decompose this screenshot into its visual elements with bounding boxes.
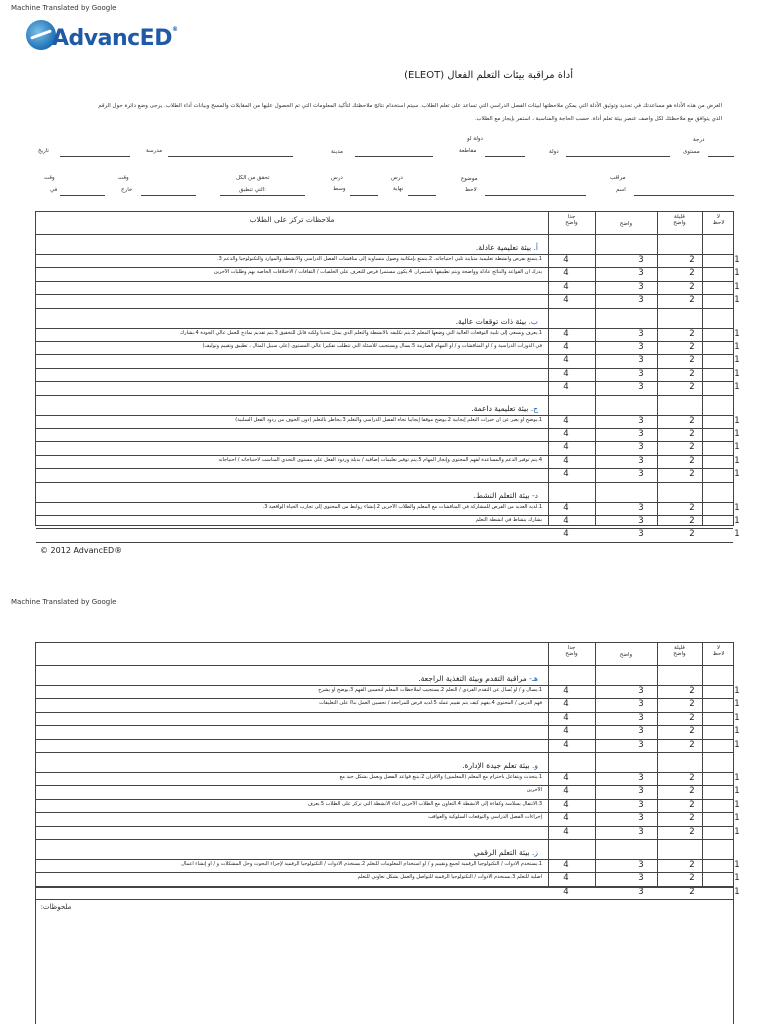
rating-4[interactable]: 4 xyxy=(563,886,569,897)
section-title-text: بيئة التعلم النشط. xyxy=(473,490,530,500)
row-descriptor: إجراءات الفصل الدراسي والتوقعات السلوكية والعواقب xyxy=(428,814,542,821)
rating-1[interactable]: 1 xyxy=(734,773,740,783)
rating-1[interactable]: 1 xyxy=(734,860,740,870)
rating-4[interactable]: 4 xyxy=(563,699,569,710)
rating-1[interactable]: 1 xyxy=(734,355,740,366)
section-title xyxy=(462,761,538,770)
rating-3[interactable]: 3 xyxy=(638,686,644,696)
rating-4[interactable]: 4 xyxy=(563,739,569,750)
check-all-label: تحقق من الكل xyxy=(236,175,270,181)
rating-2[interactable]: 2 xyxy=(689,328,695,339)
table-row xyxy=(36,739,740,753)
rating-3[interactable]: 3 xyxy=(638,368,644,379)
rating-1[interactable]: 1 xyxy=(734,342,740,352)
rating-4[interactable]: 4 xyxy=(563,686,569,696)
rating-1[interactable]: 1 xyxy=(734,886,740,897)
subject-field[interactable] xyxy=(485,195,586,196)
table-row xyxy=(36,281,740,295)
rating-1[interactable]: 1 xyxy=(734,786,740,797)
rating-2[interactable]: 2 xyxy=(689,860,695,870)
rating-3[interactable]: 3 xyxy=(638,826,644,837)
rating-3[interactable]: 3 xyxy=(638,255,644,265)
col-header-evident: واضح xyxy=(619,221,633,227)
rating-2[interactable]: 2 xyxy=(689,726,695,737)
row-descriptor: يدرك أن القواعد والنتائج عادلة وواضحة ويتم تطبيقها باستمرار. 4.يكون مستمراً فرص للتعرف على الخلفيات / الثقافات / الاختلافات الخاصة بهم وطلبات الآخرين xyxy=(213,269,542,276)
col-header-not-observed: لا لاحظ xyxy=(712,214,725,226)
rating-3[interactable]: 3 xyxy=(638,726,644,737)
rating-3[interactable]: 3 xyxy=(638,382,644,393)
table-row xyxy=(36,455,740,469)
table-row xyxy=(36,254,740,268)
rating-4[interactable]: 4 xyxy=(563,415,569,426)
rating-4[interactable]: 4 xyxy=(563,328,569,339)
rating-3[interactable]: 3 xyxy=(638,712,644,723)
row-descriptor: 1.يتحدث ويتفاعل باحترام مع المعلم (المعلمين) والأقران 2.يتبع قواعد الفصل ويعمل بشكل جيد مع xyxy=(339,774,542,780)
table-row xyxy=(36,772,740,786)
section-title xyxy=(418,674,538,683)
date-label: تاريخ xyxy=(38,148,49,154)
rating-2[interactable]: 2 xyxy=(689,739,695,750)
table-header-title: ملاحظات تركز على الطلاب xyxy=(249,215,335,224)
rating-1[interactable]: 1 xyxy=(734,699,740,710)
rating-4[interactable]: 4 xyxy=(563,813,569,824)
table-row xyxy=(36,785,740,799)
rating-4[interactable]: 4 xyxy=(563,873,569,884)
subject-label: موضوع xyxy=(461,176,478,182)
col-header-not-observed: لا لاحظ xyxy=(712,645,725,657)
rating-2[interactable]: 2 xyxy=(689,255,695,265)
middle-label: وسط xyxy=(333,186,346,192)
rating-3[interactable]: 3 xyxy=(638,799,644,810)
table-row xyxy=(36,826,740,840)
rating-3[interactable]: 3 xyxy=(638,328,644,339)
col-header-evident: واضح xyxy=(619,652,633,658)
time-out-field[interactable] xyxy=(141,195,196,196)
intro-paragraph xyxy=(36,100,722,126)
rating-2[interactable]: 2 xyxy=(689,295,695,306)
rating-4[interactable]: 4 xyxy=(563,429,569,439)
section-letter: ب. xyxy=(526,316,538,326)
rating-4[interactable]: 4 xyxy=(563,455,569,466)
section-letter: د- xyxy=(529,490,538,500)
applicable-field[interactable] xyxy=(220,195,305,196)
rating-2[interactable]: 2 xyxy=(689,455,695,466)
table-header-page2 xyxy=(36,643,733,666)
name-label: اسم xyxy=(616,187,626,193)
rating-1[interactable]: 1 xyxy=(734,799,740,810)
col-header-very-evident: جدا واضح xyxy=(565,214,578,226)
rating-2[interactable]: 2 xyxy=(689,773,695,783)
section-letter: ز. xyxy=(529,848,538,857)
advanced-logo xyxy=(26,20,176,64)
row-descriptor: 1.يسأل و / أو يُسأل عن التقدم الفردي / التعلم 2.يستجيب لملاحظات المعلم لتحسين الفهم 3.يوضح أو يشرح xyxy=(318,687,542,693)
table-row xyxy=(36,528,740,542)
rating-4[interactable]: 4 xyxy=(563,281,569,292)
table-row xyxy=(36,354,740,368)
row-descriptor: 1.يعرف ويسعى إلى تلبية التوقعات العالية التي وضعها المعلم 2.يتم تكليفه بالأنشطة والتعلم الذي يمثل تحدياً ولكنه قابل للتحقيق 3.يتم تقديم نماذج للعمل عالي الجودة 4.يشارك xyxy=(180,329,542,336)
table-row xyxy=(36,341,740,355)
table-row xyxy=(36,515,740,529)
rating-1[interactable]: 1 xyxy=(734,712,740,723)
lesson-middle-top-label: درس xyxy=(331,175,343,181)
table-row xyxy=(36,685,740,699)
rating-2[interactable]: 2 xyxy=(689,786,695,797)
rating-1[interactable]: 1 xyxy=(734,281,740,292)
rating-3[interactable]: 3 xyxy=(638,455,644,466)
rating-3[interactable]: 3 xyxy=(638,268,644,279)
observation-table-page1 xyxy=(35,211,740,540)
section-letter: و. xyxy=(529,761,538,770)
rating-1[interactable]: 1 xyxy=(734,739,740,750)
date-field[interactable] xyxy=(60,156,130,157)
rating-4[interactable]: 4 xyxy=(563,786,569,797)
table-row xyxy=(36,328,740,342)
rating-4[interactable]: 4 xyxy=(563,860,569,870)
rating-2[interactable]: 2 xyxy=(689,382,695,393)
rating-1[interactable]: 1 xyxy=(734,686,740,696)
rating-2[interactable]: 2 xyxy=(689,799,695,810)
rating-1[interactable]: 1 xyxy=(734,255,740,265)
table-row xyxy=(36,698,740,712)
notes-label: ملحوظات: xyxy=(40,903,72,911)
applicable-label: التي تنطبق: xyxy=(239,187,267,193)
table-row xyxy=(36,799,740,813)
section-title xyxy=(474,491,538,500)
table-row xyxy=(36,368,740,382)
table-row xyxy=(36,267,740,281)
row-descriptor: فهم الدرس / المحتوى 4.يفهم كيف يتم تقييم عمله 5.لديه فرص للمراجعة / تحسين العمل بناءً على التعليقات xyxy=(319,700,542,707)
rating-3[interactable]: 3 xyxy=(638,281,644,292)
rating-3[interactable]: 3 xyxy=(638,786,644,797)
rating-4[interactable]: 4 xyxy=(563,516,569,526)
rating-4[interactable]: 4 xyxy=(563,442,569,453)
intro-line: الذي يتوافق مع ملاحظتك لكل واصف عنصر بيئة تعلم أداة. حسب الحاجة والمناسبة ، استمر بإيجاز مع الطلاب. xyxy=(474,116,722,122)
section-letter: أ. xyxy=(531,243,538,252)
section-header xyxy=(36,665,733,686)
col-header-somewhat-evident: قليلة واضح xyxy=(673,214,686,226)
rating-3[interactable]: 3 xyxy=(638,295,644,306)
rating-4[interactable]: 4 xyxy=(563,529,569,540)
rating-4[interactable]: 4 xyxy=(563,295,569,306)
rating-1[interactable]: 1 xyxy=(734,415,740,426)
rating-3[interactable]: 3 xyxy=(638,469,644,480)
row-descriptor: 1.يستخدم الأدوات / التكنولوجيا الرقمية لجمع وتقييم و / أو استخدام المعلومات للتعلم 2.يستخدم الأدوات / التكنولوجيا الرقمية لإجراء البحوث وحل المشكلات و / أو إنشاء أعمال xyxy=(181,861,542,867)
rating-2[interactable]: 2 xyxy=(689,529,695,540)
rating-2[interactable]: 2 xyxy=(689,429,695,439)
section-title-text: بيئة تعلم جيدة الإدارة. xyxy=(462,761,530,770)
rating-2[interactable]: 2 xyxy=(689,415,695,426)
copyright: © 2012 AdvancED® xyxy=(40,546,123,555)
table-row xyxy=(36,415,740,429)
rating-2[interactable]: 2 xyxy=(689,826,695,837)
section-letter: ج. xyxy=(528,403,538,413)
city-field[interactable] xyxy=(355,156,433,157)
rating-1[interactable]: 1 xyxy=(734,516,740,526)
table-row xyxy=(36,428,740,442)
rating-3[interactable]: 3 xyxy=(638,529,644,540)
section-title-text: بيئة تعليمية عادلة. xyxy=(475,243,532,252)
rating-1[interactable]: 1 xyxy=(734,455,740,466)
rating-2[interactable]: 2 xyxy=(689,281,695,292)
rating-4[interactable]: 4 xyxy=(563,799,569,810)
table-row xyxy=(36,294,740,308)
observer-label: مراقب xyxy=(610,175,626,181)
governorate-label: مقاطعة xyxy=(459,148,477,154)
row-descriptor: 3.الانتقال بسلاسة وكفاءة إلى الأنشطة 4.التعاون مع الطلاب الآخرين أثناء الأنشطة التي تركز على الطلاب 5.يعرف xyxy=(307,800,542,807)
rating-3[interactable]: 3 xyxy=(638,813,644,824)
table-row xyxy=(36,872,740,886)
rating-1[interactable]: 1 xyxy=(734,529,740,540)
middle-checkbox[interactable] xyxy=(350,195,378,196)
rating-4[interactable]: 4 xyxy=(563,469,569,480)
time-out-top-label: وقت xyxy=(118,175,129,181)
col-header-very-evident: جدا واضح xyxy=(565,645,578,657)
rating-4[interactable]: 4 xyxy=(563,368,569,379)
rating-2[interactable]: 2 xyxy=(689,368,695,379)
rating-2[interactable]: 2 xyxy=(689,355,695,366)
rating-4[interactable]: 4 xyxy=(563,342,569,352)
end-checkbox[interactable] xyxy=(408,195,436,196)
time-in-label: في xyxy=(50,187,58,193)
col-header-somewhat-evident: قليلة واضح xyxy=(673,645,686,657)
rating-1[interactable]: 1 xyxy=(734,268,740,279)
rating-1[interactable]: 1 xyxy=(734,429,740,439)
section-letter: هـ- xyxy=(526,674,538,683)
time-in-field[interactable] xyxy=(60,195,105,196)
section-title-text: مراقبة التقدم وبيئة التغذية الراجعة. xyxy=(418,674,527,683)
section-title-text: بيئة ذات توقعات عالية. xyxy=(455,316,527,326)
rating-3[interactable]: 3 xyxy=(638,442,644,453)
name-field[interactable] xyxy=(634,195,734,196)
rating-1[interactable]: 1 xyxy=(734,813,740,824)
section-title-text: بيئة التعلم الرقمي xyxy=(473,848,530,857)
rating-1[interactable]: 1 xyxy=(734,295,740,306)
city-label: مدينة xyxy=(331,149,343,155)
section-header xyxy=(36,482,733,503)
rating-1[interactable]: 1 xyxy=(734,826,740,837)
governorate-field[interactable] xyxy=(485,156,525,157)
rating-3[interactable]: 3 xyxy=(638,860,644,870)
row-descriptor: في الدورات الدراسية و / أو المناقشات و / أو المهام الصارمة 5.يسأل ويستجيب للأسئلة التي تتطلب تفكيراً عالي المستوى (على سبيل المثال ، تطبيق وتقييم وتوليف) xyxy=(202,343,542,349)
rating-3[interactable]: 3 xyxy=(638,355,644,366)
table-row xyxy=(36,381,740,395)
section-header xyxy=(36,234,733,255)
grade-label: درجة xyxy=(693,137,705,143)
rating-3[interactable]: 3 xyxy=(638,415,644,426)
rating-2[interactable]: 2 xyxy=(689,873,695,884)
rating-2[interactable]: 2 xyxy=(689,516,695,526)
rating-2[interactable]: 2 xyxy=(689,268,695,279)
section-title xyxy=(474,848,538,857)
table-header xyxy=(36,212,733,235)
row-descriptor: 1.يتمتع بفرص وأنشطة تعليمية متباينة تلبي احتياجاته. 2.يتمتع بإمكانية وصول متساوية إلى مناقشات الفصل الدراسي والأنشطة والموارد والتكنولوجيا والدعم 3. xyxy=(217,256,542,262)
observation-table-page2 xyxy=(35,642,740,1024)
table-row xyxy=(36,725,740,739)
level-field[interactable] xyxy=(708,156,734,157)
rating-4[interactable]: 4 xyxy=(563,773,569,783)
section-title xyxy=(476,243,538,252)
rating-4[interactable]: 4 xyxy=(563,502,569,513)
row-descriptor: أصلية للتعلم 3.يستخدم الأدوات / التكنولوجيا الرقمية للتواصل والعمل بشكل تعاوني للتعلم xyxy=(357,874,542,881)
school-label: مدرسة xyxy=(146,148,163,154)
rating-4[interactable]: 4 xyxy=(563,712,569,723)
country-field[interactable] xyxy=(566,156,670,157)
section-header xyxy=(36,308,733,329)
school-field[interactable] xyxy=(168,156,293,157)
level-label: مستوى xyxy=(683,149,700,155)
rating-2[interactable]: 2 xyxy=(689,699,695,710)
table-row xyxy=(36,812,740,826)
row-descriptor: الآخرين xyxy=(526,787,542,794)
section-title xyxy=(471,404,538,413)
time-out-label: خارج xyxy=(121,187,133,193)
rating-1[interactable]: 1 xyxy=(734,368,740,379)
rating-4[interactable]: 4 xyxy=(563,268,569,279)
rating-3[interactable]: 3 xyxy=(638,429,644,439)
table-row xyxy=(36,468,740,482)
notes-obs-label: لاحظ xyxy=(465,187,477,193)
rating-1[interactable]: 1 xyxy=(734,502,740,513)
section-title-text: بيئة تعليمية داعمة. xyxy=(471,403,529,413)
rating-3[interactable]: 3 xyxy=(638,739,644,750)
rating-2[interactable]: 2 xyxy=(689,686,695,696)
end-label: نهاية xyxy=(393,186,404,192)
rating-3[interactable]: 3 xyxy=(638,342,644,352)
rating-4[interactable]: 4 xyxy=(563,826,569,837)
row-descriptor: 1.يوضح أو يعبر عن أن خبرات التعلم إيجابية 2.يوضح موقفاً إيجابياً تجاه الفصل الدراسي والتعلم 3.يخاطر بالتعلم (دون الخوف من ردود الفعل السلبية) xyxy=(235,416,542,423)
lesson-end-top-label: درس xyxy=(391,175,403,181)
rating-3[interactable]: 3 xyxy=(638,502,644,513)
section-header xyxy=(36,395,733,416)
rating-1[interactable]: 1 xyxy=(734,442,740,453)
rating-4[interactable]: 4 xyxy=(563,355,569,366)
logo-trademark: ® xyxy=(171,26,178,33)
rating-2[interactable]: 2 xyxy=(689,342,695,352)
machine-translated-label: Machine Translated by Google xyxy=(11,4,117,12)
rating-1[interactable]: 1 xyxy=(734,726,740,737)
rating-1[interactable]: 1 xyxy=(734,873,740,884)
rating-2[interactable]: 2 xyxy=(689,712,695,723)
country-top-label: دولة لو xyxy=(467,136,483,142)
document-title: أداة مراقبة بيئات التعلم الفعال (ELEOT) xyxy=(404,70,573,81)
section-header xyxy=(36,839,733,860)
rating-1[interactable]: 1 xyxy=(734,469,740,480)
rating-2[interactable]: 2 xyxy=(689,442,695,453)
rating-4[interactable]: 4 xyxy=(563,255,569,265)
row-descriptor: 4.يتم توفير الدعم والمساعدة لفهم المحتوى وإنجاز المهام 5.يتم توفير تعليمات إضافية / بديلة وردود الفعل على مستوى التحدي المناسب لاحتياجاته / احتياجاته xyxy=(218,456,542,463)
rating-2[interactable]: 2 xyxy=(689,886,695,897)
table-row xyxy=(36,712,740,726)
rating-3[interactable]: 3 xyxy=(638,773,644,783)
time-in-top-label: وقت xyxy=(44,175,55,181)
rating-2[interactable]: 2 xyxy=(689,813,695,824)
row-descriptor: 1.لديه العديد من الفرص للمشاركة في المناقشات مع المعلم والطلاب الآخرين 2.إنشاء روابط من المحتوى إلى تجارب الحياة الواقعية 3. xyxy=(262,503,542,510)
rating-2[interactable]: 2 xyxy=(689,502,695,513)
rating-1[interactable]: 1 xyxy=(734,328,740,339)
rating-1[interactable]: 1 xyxy=(734,382,740,393)
intro-line: الغرض من هذه الأداة هو مساعدتك في تحديد وتوثيق الأدلة التي يمكن ملاحظتها لبيئات الفصل الدراسي التي تساعد على تعلم الطلاب. سيتم استخدام نتائج ملاحظتك لتأكيد المعلومات التي تم الحصول عليها من المقابلات والمسح وبيانات أداء الطلاب. يرجى وضع دائرة حول الرقم xyxy=(98,103,722,109)
table-row xyxy=(36,859,740,873)
rating-4[interactable]: 4 xyxy=(563,726,569,737)
section-header xyxy=(36,752,733,773)
table-row xyxy=(36,502,740,516)
rating-3[interactable]: 3 xyxy=(638,873,644,884)
section-title xyxy=(456,317,538,326)
rating-3[interactable]: 3 xyxy=(638,699,644,710)
country-label: دولة xyxy=(549,149,559,155)
logo-text: AdvancED xyxy=(52,26,172,51)
rating-3[interactable]: 3 xyxy=(638,886,644,897)
table-row xyxy=(36,441,740,455)
rating-4[interactable]: 4 xyxy=(563,382,569,393)
machine-translated-label-page2: Machine Translated by Google xyxy=(11,598,117,606)
rating-2[interactable]: 2 xyxy=(689,469,695,480)
row-descriptor: يشارك بنشاط في أنشطة التعلم xyxy=(475,517,542,523)
rating-3[interactable]: 3 xyxy=(638,516,644,526)
